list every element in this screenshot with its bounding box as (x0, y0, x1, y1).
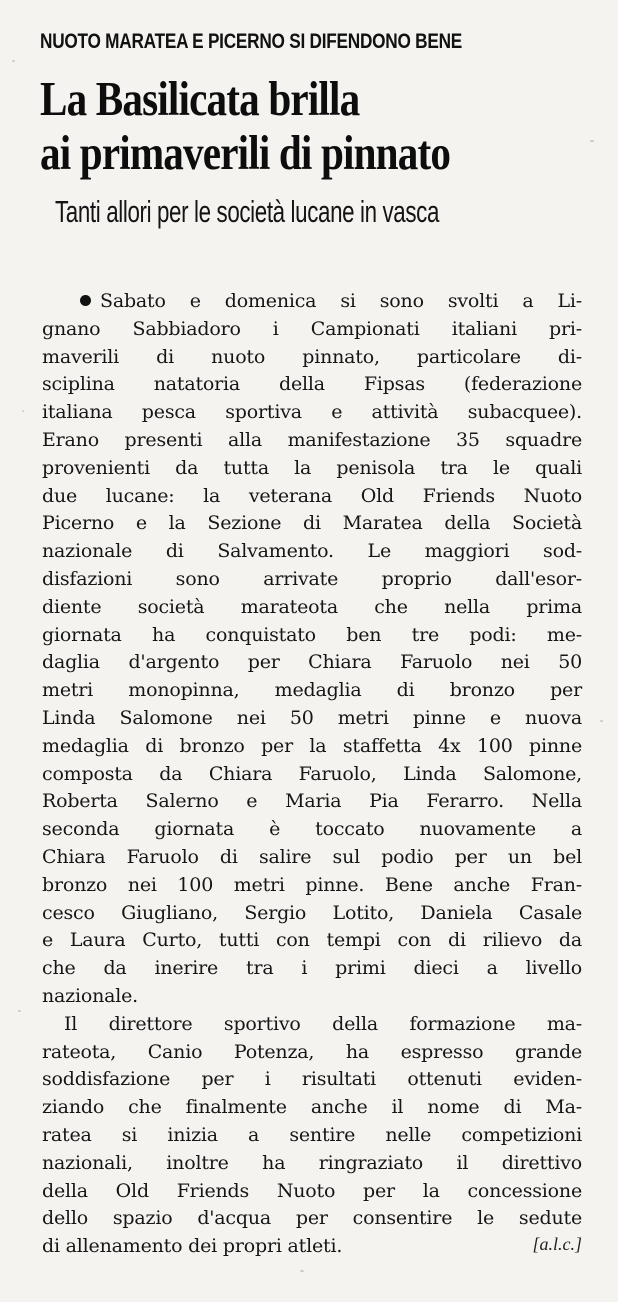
print-speck (18, 1010, 21, 1012)
headline-line: ai primaverili di pinnato (40, 125, 451, 180)
paragraph-2 (42, 1011, 582, 1261)
body-line: italiana pesca sportiva e attività subacquee). (42, 401, 582, 424)
body-line: soddisfazione per i risultati ottenuti eviden- (42, 1068, 582, 1091)
body-line: nazionali, inoltre ha ringraziato il direttivo (42, 1151, 582, 1174)
article-subhead: Tanti allori per le società lucane in vasca (55, 194, 440, 229)
body-line: disfazioni sono arrivate proprio dall'esor- (42, 567, 582, 590)
body-line: cesco Giugliano, Sergio Lotito, Daniela Casale (42, 901, 582, 924)
body-line: ratea si inizia a sentire nelle competizioni (42, 1123, 582, 1146)
body-line: due lucane: la veterana Old Friends Nuoto (42, 484, 582, 507)
body-line: daglia d'argento per Chiara Faruolo nei 50 (42, 651, 582, 674)
print-speck (300, 1270, 304, 1272)
paragraph-1 (42, 288, 582, 1011)
body-line: sciplina natatoria della Fipsas (federazione (42, 373, 582, 396)
body-line: medaglia di bronzo per la staffetta 4x 100 pinne (42, 734, 582, 757)
body-line: rateota, Canio Potenza, ha espresso grande (42, 1040, 582, 1063)
body-line: Sabato e domenica si sono svolti a Li- (42, 288, 582, 316)
body-line: provenienti da tutta la penisola tra le quali (42, 456, 582, 479)
body-line: giornata ha conquistato ben tre podi: me- (42, 623, 582, 646)
article-kicker: NUOTO MARATEA E PICERNO SI DIFENDONO BENE (40, 30, 463, 53)
body-line: della Old Friends Nuoto per la concessione (42, 1179, 582, 1202)
body-line: bronzo nei 100 metri pinne. Bene anche Fran- (42, 873, 582, 896)
body-line: metri monopinna, medaglia di bronzo per (42, 679, 582, 702)
print-speck (600, 720, 603, 722)
headline-line: La Basilicata brilla (40, 71, 360, 126)
body-line: dello spazio d'acqua per consentire le sedute (42, 1207, 582, 1230)
body-line: Picerno e la Sezione di Maratea della Società (42, 512, 582, 535)
body-line: che da inerire tra i primi dieci a livello (42, 957, 582, 980)
bullet-icon (80, 295, 91, 306)
article-body (42, 288, 582, 1261)
body-line: Linda Salomone nei 50 metri pinne e nuova (42, 706, 582, 729)
body-line: maverili di nuoto pinnato, particolare di- (42, 345, 582, 368)
body-line: Chiara Faruolo di salire sul podio per un bel (42, 845, 582, 868)
body-line: Roberta Salerno e Maria Pia Ferarro. Nella (42, 790, 582, 813)
body-line: nazionale di Salvamento. Le maggiori sod- (42, 540, 582, 563)
body-line: Erano presenti alla manifestazione 35 squadre (42, 428, 582, 451)
body-line: seconda giornata è toccato nuovamente a (42, 818, 582, 841)
body-line: composta da Chiara Faruolo, Linda Salomone, (42, 762, 582, 785)
body-line: diente società marateota che nella prima (42, 595, 582, 618)
body-line: e Laura Curto, tutti con tempi con di rilievo da (42, 929, 582, 952)
print-speck (590, 140, 594, 142)
author-signature: [a.l.c.] (532, 1234, 582, 1254)
body-line: Il direttore sportivo della formazione ma- (64, 1012, 582, 1035)
body-line: nazionale. (42, 984, 139, 1007)
body-line: di allenamento dei propri atleti. (42, 1235, 343, 1258)
body-line: ziando che finalmente anche il nome di Ma- (42, 1096, 582, 1119)
body-line: gnano Sabbiadoro i Campionati italiani pri- (42, 317, 582, 340)
print-speck (22, 410, 24, 412)
article-headline (40, 72, 544, 180)
print-speck (12, 60, 15, 62)
